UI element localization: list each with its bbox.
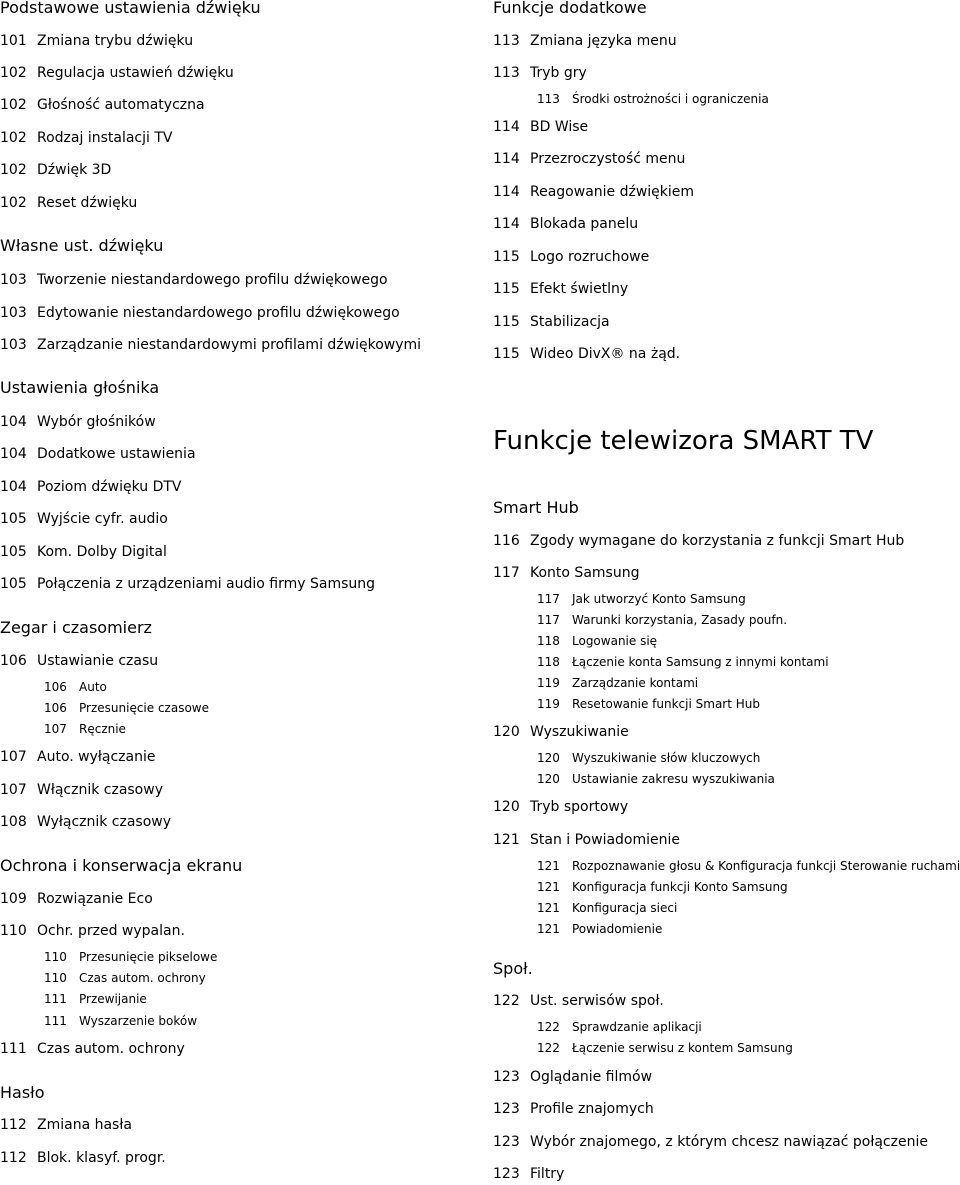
- toc-entry[interactable]: [493, 66, 587, 80]
- toc-entry[interactable]: [493, 725, 629, 739]
- entry-title: Czas autom. ochrony: [79, 971, 206, 985]
- page-number: 122: [537, 1041, 560, 1055]
- entry-title: Reset dźwięku: [37, 195, 138, 211]
- toc-entry[interactable]: [0, 654, 158, 668]
- entry-title: Czas autom. ochrony: [37, 1041, 185, 1057]
- entry-title: Jak utworzyć Konto Samsung: [572, 592, 746, 606]
- page-number: 105: [0, 511, 27, 527]
- entry-title: Auto. wyłączanie: [37, 749, 156, 765]
- page-number: 117: [537, 592, 560, 606]
- page-number: 119: [537, 697, 560, 711]
- entry-title: Blok. klasyf. progr.: [37, 1150, 166, 1166]
- page-number: 115: [493, 314, 520, 330]
- page-number: 122: [537, 1020, 560, 1034]
- entry-title: Dźwięk 3D: [37, 162, 112, 178]
- page-number: 106: [44, 701, 67, 715]
- entry-title: Oglądanie filmów: [530, 1069, 653, 1085]
- section-heading: Funkcje dodatkowe: [493, 0, 647, 17]
- entry-title: Stan i Powiadomienie: [530, 832, 681, 848]
- entry-title: Wyszarzenie boków: [79, 1014, 198, 1028]
- page-number: 123: [493, 1166, 520, 1182]
- entry-title: Ustawianie czasu: [37, 653, 159, 669]
- page-number: 121: [537, 901, 560, 915]
- toc-subentry[interactable]: [537, 1042, 793, 1054]
- entry-title: Ręcznie: [79, 722, 126, 736]
- toc-entry[interactable]: [493, 120, 588, 134]
- section-heading: Smart Hub: [493, 498, 579, 517]
- entry-title: Wybór znajomego, z którym chcesz nawiązać połączenie: [530, 1134, 928, 1150]
- entry-title: Zmiana hasła: [37, 1117, 132, 1133]
- toc-entry[interactable]: [493, 185, 694, 199]
- entry-title: Wyjście cyfr. audio: [37, 511, 168, 527]
- entry-title: Wyszukiwanie słów kluczowych: [572, 751, 761, 765]
- entry-title: Profile znajomych: [530, 1101, 654, 1117]
- page-number: 102: [0, 65, 27, 81]
- page-number: 118: [537, 634, 560, 648]
- page-number: 121: [493, 832, 520, 848]
- entry-title: Wybór głośników: [37, 414, 156, 430]
- section-heading: Własne ust. dźwięku: [0, 236, 164, 255]
- page-number: 113: [537, 92, 560, 106]
- entry-title: Wyszukiwanie: [530, 724, 629, 740]
- entry-title: Rozpoznawanie głosu & Konfiguracja funkcji Sterowanie ruchami: [572, 859, 960, 873]
- toc-entry[interactable]: [493, 347, 680, 361]
- page-number: 109: [0, 891, 27, 907]
- toc-subentry[interactable]: [537, 698, 760, 710]
- toc-entry[interactable]: [0, 815, 171, 829]
- entry-title: Łączenie serwisu z kontem Samsung: [572, 1041, 793, 1055]
- page-number: 117: [493, 565, 520, 581]
- page-number: 120: [537, 772, 560, 786]
- toc-entry[interactable]: [493, 566, 639, 580]
- toc-subentry[interactable]: [537, 677, 698, 689]
- page-number: 110: [0, 923, 27, 939]
- entry-title: Konfiguracja funkcji Konto Samsung: [572, 880, 788, 894]
- entry-title: Dodatkowe ustawienia: [37, 446, 196, 462]
- toc-entry[interactable]: [493, 217, 638, 231]
- entry-title: Tworzenie niestandardowego profilu dźwiękowego: [37, 272, 388, 288]
- entry-title: Przesunięcie pikselowe: [79, 950, 218, 964]
- chapter-title: Funkcje telewizora SMART TV: [493, 426, 874, 456]
- entry-title: Głośność automatyczna: [37, 97, 205, 113]
- page-number: 103: [0, 272, 27, 288]
- page-number: 102: [0, 130, 27, 146]
- toc-entry[interactable]: [493, 994, 664, 1008]
- page-number: 114: [493, 151, 520, 167]
- entry-title: Sprawdzanie aplikacji: [572, 1020, 702, 1034]
- toc-subentry[interactable]: [44, 702, 209, 714]
- toc-subentry[interactable]: [44, 1015, 197, 1027]
- toc-subentry[interactable]: [537, 1021, 702, 1033]
- page-number: 120: [537, 751, 560, 765]
- entry-title: Włącznik czasowy: [37, 782, 163, 798]
- entry-title: Logowanie się: [572, 634, 658, 648]
- section-heading: Ochrona i konserwacja ekranu: [0, 856, 243, 875]
- toc-entry[interactable]: [493, 250, 649, 264]
- entry-title: Blokada panelu: [530, 216, 639, 232]
- toc-subentry[interactable]: [537, 902, 677, 914]
- page-number: 102: [0, 97, 27, 113]
- page-number: 118: [537, 655, 560, 669]
- toc-entry[interactable]: [493, 1102, 654, 1116]
- page-number: 122: [493, 993, 520, 1009]
- toc-entry[interactable]: [493, 800, 628, 814]
- toc-entry[interactable]: [493, 152, 685, 166]
- entry-title: Edytowanie niestandardowego profilu dźwiękowego: [37, 305, 400, 321]
- toc-entry[interactable]: [493, 282, 628, 296]
- toc-subentry[interactable]: [537, 881, 788, 893]
- section-heading: Zegar i czasomierz: [0, 618, 152, 637]
- toc-entry[interactable]: [0, 1042, 185, 1056]
- toc-entry[interactable]: [493, 534, 904, 548]
- toc-entry[interactable]: [0, 306, 400, 320]
- page-number: 123: [493, 1134, 520, 1150]
- toc-entry[interactable]: [0, 512, 168, 526]
- toc-entry[interactable]: [0, 783, 163, 797]
- entry-title: Rozwiązanie Eco: [37, 891, 153, 907]
- toc-entry[interactable]: [0, 480, 182, 494]
- page-number: 104: [0, 414, 27, 430]
- page-number: 121: [537, 922, 560, 936]
- page-number: 104: [0, 446, 27, 462]
- toc-subentry[interactable]: [537, 656, 829, 668]
- page-number: 115: [493, 346, 520, 362]
- toc-subentry[interactable]: [537, 773, 775, 785]
- page-number: 105: [0, 544, 27, 560]
- section-heading: Ustawienia głośnika: [0, 378, 160, 397]
- toc-entry[interactable]: [0, 131, 172, 145]
- page-number: 112: [0, 1117, 27, 1133]
- toc-entry[interactable]: [0, 545, 167, 559]
- toc-entry[interactable]: [493, 833, 680, 847]
- toc-subentry[interactable]: [537, 860, 960, 872]
- page-number: 108: [0, 814, 27, 830]
- toc-subentry[interactable]: [537, 752, 760, 764]
- entry-title: Łączenie konta Samsung z innymi kontami: [572, 655, 829, 669]
- page-number: 123: [493, 1069, 520, 1085]
- page-number: 103: [0, 305, 27, 321]
- toc-subentry[interactable]: [44, 972, 206, 984]
- entry-title: Stabilizacja: [530, 314, 610, 330]
- page-number: 116: [493, 533, 520, 549]
- toc-entry[interactable]: [0, 98, 205, 112]
- entry-title: Konfiguracja sieci: [572, 901, 678, 915]
- entry-title: Reagowanie dźwiękiem: [530, 184, 695, 200]
- page-number: 114: [493, 119, 520, 135]
- entry-title: BD Wise: [530, 119, 589, 135]
- entry-title: Ochr. przed wypalan.: [37, 923, 185, 939]
- page-number: 114: [493, 216, 520, 232]
- toc-entry[interactable]: [0, 415, 156, 429]
- toc-subentry[interactable]: [44, 993, 147, 1005]
- page-number: 110: [44, 971, 67, 985]
- entry-title: Przezroczystość menu: [530, 151, 686, 167]
- page-number: 121: [537, 859, 560, 873]
- entry-title: Powiadomienie: [572, 922, 663, 936]
- page-number: 111: [44, 1014, 67, 1028]
- page-number: 120: [493, 724, 520, 740]
- page-number: 106: [0, 653, 27, 669]
- entry-title: Regulacja ustawień dźwięku: [37, 65, 234, 81]
- entry-title: Tryb sportowy: [530, 799, 629, 815]
- toc-entry[interactable]: [493, 1167, 564, 1181]
- entry-title: Zgody wymagane do korzystania z funkcji Smart Hub: [530, 533, 905, 549]
- toc-entry[interactable]: [0, 577, 375, 591]
- entry-title: Auto: [79, 680, 107, 694]
- page-number: 115: [493, 249, 520, 265]
- page-number: 115: [493, 281, 520, 297]
- page-number: 119: [537, 676, 560, 690]
- entry-title: Zarządzanie kontami: [572, 676, 699, 690]
- toc-entry[interactable]: [0, 66, 234, 80]
- toc-entry[interactable]: [0, 447, 196, 461]
- toc-entry[interactable]: [0, 892, 153, 906]
- toc-entry[interactable]: [493, 34, 677, 48]
- toc-entry[interactable]: [493, 1070, 652, 1084]
- page-number: 123: [493, 1101, 520, 1117]
- section-heading: Podstawowe ustawienia dźwięku: [0, 0, 261, 17]
- page-number: 107: [44, 722, 67, 736]
- entry-title: Warunki korzystania, Zasady poufn.: [572, 613, 788, 627]
- page-number: 114: [493, 184, 520, 200]
- entry-title: Tryb gry: [530, 65, 587, 81]
- toc-subentry[interactable]: [537, 635, 657, 647]
- entry-title: Efekt świetlny: [530, 281, 629, 297]
- page-number: 105: [0, 576, 27, 592]
- toc-entry[interactable]: [0, 1151, 166, 1165]
- page-number: 110: [44, 950, 67, 964]
- entry-title: Przesunięcie czasowe: [79, 701, 209, 715]
- page-number: 113: [493, 33, 520, 49]
- toc-entry[interactable]: [0, 924, 185, 938]
- entry-title: Zmiana trybu dźwięku: [37, 33, 194, 49]
- toc-subentry[interactable]: [537, 93, 769, 105]
- page-number: 102: [0, 195, 27, 211]
- toc-entry[interactable]: [0, 196, 137, 210]
- page-number: 120: [493, 799, 520, 815]
- entry-title: Połączenia z urządzeniami audio firmy Samsung: [37, 576, 376, 592]
- toc-subentry[interactable]: [44, 681, 107, 693]
- entry-title: Przewijanie: [79, 992, 147, 1006]
- entry-title: Filtry: [530, 1166, 565, 1182]
- page-number: 104: [0, 479, 27, 495]
- toc-subentry[interactable]: [44, 951, 217, 963]
- entry-title: Ustawianie zakresu wyszukiwania: [572, 772, 775, 786]
- toc-entry[interactable]: [0, 1118, 132, 1132]
- toc-subentry[interactable]: [537, 923, 662, 935]
- toc-entry[interactable]: [0, 338, 421, 352]
- entry-title: Zmiana języka menu: [530, 33, 677, 49]
- page-number: 111: [44, 992, 67, 1006]
- page-number: 101: [0, 33, 27, 49]
- page-number: 106: [44, 680, 67, 694]
- page-number: 112: [0, 1150, 27, 1166]
- section-heading: Hasło: [0, 1083, 45, 1102]
- entry-title: Kom. Dolby Digital: [37, 544, 167, 560]
- entry-title: Rodzaj instalacji TV: [37, 130, 173, 146]
- page-number: 102: [0, 162, 27, 178]
- toc-entry[interactable]: [493, 315, 610, 329]
- page-number: 103: [0, 337, 27, 353]
- section-heading: Społ.: [493, 959, 533, 978]
- page-number: 117: [537, 613, 560, 627]
- entry-title: Resetowanie funkcji Smart Hub: [572, 697, 760, 711]
- entry-title: Logo rozruchowe: [530, 249, 650, 265]
- toc-subentry[interactable]: [44, 723, 126, 735]
- page-number: 107: [0, 749, 27, 765]
- toc-subentry[interactable]: [537, 614, 787, 626]
- page-number: 107: [0, 782, 27, 798]
- toc-subentry[interactable]: [537, 593, 746, 605]
- toc-entry[interactable]: [493, 1135, 928, 1149]
- entry-title: Poziom dźwięku DTV: [37, 479, 182, 495]
- entry-title: Ust. serwisów społ.: [530, 993, 664, 1009]
- toc-entry[interactable]: [0, 163, 111, 177]
- entry-title: Środki ostrożności i ograniczenia: [572, 92, 769, 106]
- entry-title: Konto Samsung: [530, 565, 640, 581]
- toc-entry[interactable]: [0, 750, 155, 764]
- entry-title: Wyłącznik czasowy: [37, 814, 172, 830]
- entry-title: Wideo DivX® na żąd.: [530, 346, 681, 362]
- toc-entry[interactable]: [0, 34, 193, 48]
- page-number: 111: [0, 1041, 27, 1057]
- entry-title: Zarządzanie niestandardowymi profilami dźwiękowymi: [37, 337, 422, 353]
- page-number: 121: [537, 880, 560, 894]
- toc-entry[interactable]: [0, 273, 388, 287]
- page-number: 113: [493, 65, 520, 81]
